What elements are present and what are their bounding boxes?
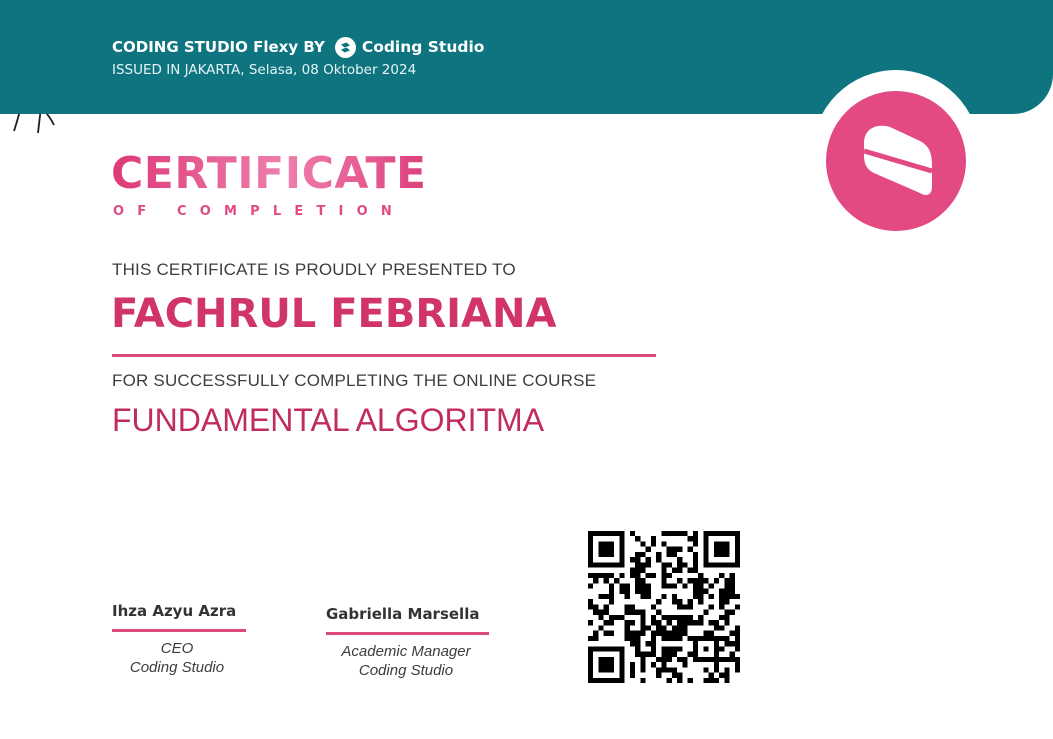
recipient-underline xyxy=(112,354,656,357)
presented-text: THIS CERTIFICATE IS PROUDLY PRESENTED TO xyxy=(112,260,516,279)
brand-name: Coding Studio xyxy=(361,38,485,56)
signatory-ceo-role: CEO xyxy=(160,640,194,657)
certificate-title: CERTIFICATE xyxy=(111,148,427,199)
coding-studio-mini-icon xyxy=(335,37,356,58)
completing-text: FOR SUCCESSFULLY COMPLETING THE ONLINE COURSE xyxy=(112,371,597,390)
signatory-ceo-org: Coding Studio xyxy=(129,659,225,676)
signatory-am-line xyxy=(326,632,489,635)
qr-code-icon xyxy=(588,531,740,683)
signatory-am-role: Academic Manager xyxy=(341,643,471,660)
signatory-am-name: Gabriella Marsella xyxy=(326,605,480,623)
signatory-ceo-name: Ihza Azyu Azra xyxy=(112,602,237,620)
issuer-prefix: CODING STUDIO Flexy BY xyxy=(112,38,325,56)
signatory-ceo-line xyxy=(112,629,246,632)
coding-studio-logo-icon xyxy=(826,91,966,231)
header-issuer xyxy=(112,36,484,58)
certificate-subtitle: OF COMPLETION xyxy=(113,204,405,219)
issued-date: ISSUED IN JAKARTA, Selasa, 08 Oktober 2024 xyxy=(112,62,417,78)
recipient-name: FACHRUL FEBRIANA xyxy=(111,291,557,337)
signatory-am-org: Coding Studio xyxy=(358,662,454,679)
course-name: FUNDAMENTAL ALGORITMA xyxy=(112,402,545,438)
